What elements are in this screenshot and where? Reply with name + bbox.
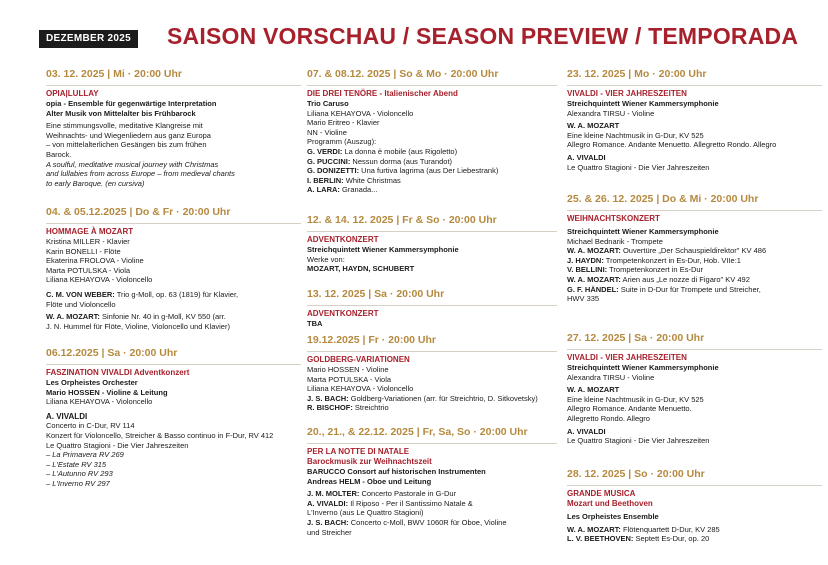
- event-card: [307, 68, 557, 195]
- event-card: [46, 347, 301, 489]
- event-date: 28. 12. 2025 | So · 20:00 Uhr: [567, 468, 705, 480]
- ensemble-line: Andreas HELM - Oboe und Leitung: [307, 476, 432, 486]
- performer-line: Alexandra TIRSU - Violine: [567, 108, 655, 118]
- event-date: 20., 21., & 22.12. 2025 | Fr, Sa, So · 20:00 Uhr: [307, 426, 528, 438]
- divider: [46, 364, 301, 365]
- work-line: W. A. MOZART: Sinfonie Nr. 40 in g-Moll, KV 550 (arr.: [46, 312, 226, 322]
- work-line: A. LARA: Granada...: [307, 185, 378, 195]
- description-line: to early Baroque. (en cursiva): [46, 178, 145, 188]
- event-card: [307, 426, 557, 537]
- divider: [307, 85, 557, 86]
- event-card: [567, 468, 822, 544]
- event-title: VIVALDI - VIER JAHRESZEITEN: [567, 353, 687, 362]
- work-line: G. PUCCINI: Nessun dorma (aus Turandot): [307, 156, 453, 166]
- work-line: Le Quattro Stagioni - Die Vier Jahreszeiten: [567, 162, 710, 172]
- work-line: Flöte und Violoncello: [46, 299, 116, 309]
- work-line: Le Quattro Stagioni - Die Vier Jahreszeiten: [46, 440, 189, 450]
- description-line: A soulful, meditative musical journey with Christmas: [46, 159, 219, 169]
- ensemble-line: Les Orpheistes Ensemble: [567, 512, 659, 521]
- description-line: Weihnachts- und Wiegenliedern aus ganz Europa: [46, 130, 211, 140]
- composer-name: W. A. MOZART: [567, 385, 620, 395]
- divider: [567, 349, 822, 350]
- performer-line: Liliana KEHAYOVA - Violoncello: [46, 397, 153, 407]
- work-line: – L'Autunno RV 293: [46, 469, 113, 479]
- performer-line: NN - Violine: [307, 127, 347, 137]
- ensemble-line: Streichquintett Wiener Kammersymphonie: [567, 363, 719, 372]
- event-title: OPIA|LULLAY: [46, 89, 99, 98]
- work-line: W. A. MOZART: Flötenquartett D-Dur, KV 285: [567, 524, 720, 534]
- divider: [567, 485, 822, 486]
- event-date: 23. 12. 2025 | Mo · 20:00 Uhr: [567, 68, 707, 80]
- ensemble-line: opia - Ensemble für gegenwärtige Interpretation: [46, 99, 217, 108]
- work-line: – L'Estate RV 315: [46, 459, 107, 469]
- composer-name: A. VIVALDI: [567, 152, 606, 162]
- event-card: [567, 193, 822, 304]
- ensemble-line: Streichquintett Wiener Kammersymphonie: [567, 227, 719, 236]
- performer-line: Alexandra TIRSU - Violine: [567, 372, 655, 382]
- event-card: [307, 288, 557, 329]
- work-line: Le Quattro Stagioni - Die Vier Jahreszeiten: [567, 436, 710, 446]
- performer-line: Liliana KEHAYOVA - Violoncello: [46, 275, 153, 285]
- event-date: 25. & 26. 12. 2025 | Do & Mi · 20:00 Uhr: [567, 193, 759, 205]
- work-line: W. A. MOZART: Arien aus „Le nozze di Figaro" KV 492: [567, 274, 750, 284]
- month-badge: DEZEMBER 2025: [39, 30, 138, 48]
- divider: [567, 85, 822, 86]
- description-line: Eine stimmungsvolle, meditative Klangreise mit: [46, 121, 203, 131]
- divider: [307, 231, 557, 232]
- work-line: R. BISCHOF: Streichtrio: [307, 403, 389, 413]
- event-card: [46, 206, 301, 331]
- event-date: 27. 12. 2025 | Sa · 20:00 Uhr: [567, 332, 705, 344]
- work-line: – L'Inverno RV 297: [46, 478, 110, 488]
- work-line: J. M. MOLTER: Concerto Pastorale in G-Dur: [307, 489, 457, 499]
- work-line: und Streicher: [307, 527, 352, 537]
- event-title: ADVENTKONZERT: [307, 309, 379, 318]
- work-line: L. V. BEETHOVEN: Septett Es-Dur, op. 20: [567, 534, 710, 544]
- event-title: PER LA NOTTE DI NATALE: [307, 447, 410, 456]
- composer-name: W. A. MOZART: [567, 121, 620, 131]
- work-line: G. DONIZETTI: Una furtiva lagrima (aus Der Liebestrank): [307, 166, 499, 176]
- performer-line: Mario HOSSEN - Violine: [307, 365, 389, 374]
- event-subtitle: Barockmusik zur Weihnachtszeit: [307, 457, 432, 466]
- event-title: FASZINATION VIVALDI Adventkonzert: [46, 368, 190, 377]
- work-line: Eine kleine Nachtmusik in G-Dur, KV 525: [567, 394, 704, 404]
- event-date: 06.12.2025 | Sa · 20:00 Uhr: [46, 347, 178, 359]
- work-line: Allegretto Rondo. Allegro: [567, 413, 650, 423]
- description-line: – von mittelalterlichen Gesängen bis zum frühen: [46, 140, 207, 150]
- event-title: GRANDE MUSICA: [567, 489, 636, 498]
- performer-line: Marta POTULSKA - Viola: [46, 265, 131, 275]
- event-date: 03. 12. 2025 | Mi · 20:00 Uhr: [46, 68, 183, 80]
- composers-line: MOZART, HAYDN, SCHUBERT: [307, 264, 415, 274]
- event-subtitle: Mozart und Beethoven: [567, 499, 653, 508]
- work-line: W. A. MOZART: Ouvertüre „Der Schauspieldirektor" KV 486: [567, 246, 767, 256]
- performer-line: Michael Bednarik - Trompete: [567, 236, 663, 246]
- event-date: 04. & 05.12.2025 | Do & Fr · 20:00 Uhr: [46, 206, 231, 218]
- event-card: [567, 332, 822, 446]
- event-card: [567, 68, 822, 172]
- description-line: Werke von:: [307, 254, 345, 264]
- divider: [46, 223, 301, 224]
- event-title: GOLDBERG-VARIATIONEN: [307, 355, 410, 364]
- performer-line: Kristina MILLER - Klavier: [46, 237, 130, 246]
- work-line: G. F. HÄNDEL: Suite in D-Dur für Trompete und Streicher,: [567, 284, 761, 294]
- ensemble-line: Alter Musik von Mittelalter bis Frühbarock: [46, 108, 196, 118]
- event-title: WEIHNACHTSKONZERT: [567, 214, 660, 223]
- work-line: Konzert für Violoncello, Streicher & Basso continuo in F-Dur, RV 412: [46, 430, 274, 440]
- performer-line: Mario Eritreo - Klavier: [307, 118, 380, 128]
- event-title: ADVENTKONZERT: [307, 235, 379, 244]
- divider: [307, 305, 557, 306]
- work-line: HWV 335: [567, 294, 600, 304]
- performer-line: Liliana KEHAYOVA - Violoncello: [307, 108, 414, 118]
- event-date: 07. & 08.12. 2025 | So & Mo · 20:00 Uhr: [307, 68, 499, 80]
- page-title: SAISON VORSCHAU / SEASON PREVIEW / TEMPORADA: [167, 23, 799, 49]
- work-line: A. VIVALDI: Il Riposo - Per il Santissimo Natale &: [307, 498, 473, 508]
- performer-line: Programm (Auszug):: [307, 137, 377, 147]
- work-line: Allegro Romance. Andante Menuetto.: [567, 404, 692, 414]
- event-date: 19.12.2025 | Fr · 20:00 Uhr: [307, 334, 437, 346]
- event-card: [46, 68, 301, 188]
- description-line: Barock.: [46, 149, 72, 159]
- work-line: V. BELLINI: Trompetenkonzert in Es-Dur: [567, 265, 704, 275]
- work-line: Allegro Romance. Andante Menuetto. Allegretto Rondo. Allegro: [567, 140, 777, 150]
- divider: [307, 443, 557, 444]
- ensemble-line: Mario HOSSEN - Violine & Leitung: [46, 387, 168, 397]
- divider: [46, 85, 301, 86]
- ensemble-line: BARUCCO Consort auf historischen Instrumenten: [307, 467, 486, 476]
- divider: [307, 351, 557, 352]
- work-line: – La Primavera RV 269: [46, 450, 124, 460]
- performer-line: Karin BONELLI - Flöte: [46, 246, 121, 256]
- work-line: J. S. BACH: Goldberg-Variationen (arr. für Streichtrio, D. Sitkovetsky): [307, 393, 538, 403]
- work-line: Concerto in C-Dur, RV 114: [46, 421, 135, 431]
- ensemble-line: Trio Caruso: [307, 99, 349, 108]
- work-line: L'Inverno (aus Le Quattro Stagioni): [307, 508, 424, 518]
- divider: [567, 210, 822, 211]
- event-title: DIE DREI TENÖRE - Italienischer Abend: [307, 89, 458, 98]
- work-line: J. HAYDN: Trompetenkonzert in Es-Dur, Hob. VIIe:1: [567, 255, 741, 265]
- work-line: G. VERDI: La donna è mobile (aus Rigoletto): [307, 146, 458, 156]
- work-line: C. M. VON WEBER: Trio g-Moll, op. 63 (1819) für Klavier,: [46, 289, 239, 299]
- work-line: Eine kleine Nachtmusik in G-Dur, KV 525: [567, 130, 704, 140]
- composer-name: A. VIVALDI: [567, 426, 606, 436]
- description-line: and lullabies from across Europe – from medieval chants: [46, 169, 235, 179]
- composer-name: A. VIVALDI: [46, 411, 88, 421]
- ensemble-line: Streichquintett Wiener Kammersymphonie: [567, 99, 719, 108]
- event-date: 12. & 14. 12. 2025 | Fr & So · 20:00 Uhr: [307, 214, 497, 226]
- ensemble-line: Streichquintett Wiener Kammersymphonie: [307, 245, 459, 254]
- performer-line: Marta POTULSKA - Viola: [307, 374, 392, 384]
- ensemble-line: TBA: [307, 319, 323, 328]
- work-line: J. S. BACH: Concerto c-Moll, BWV 1060R für Oboe, Violine: [307, 517, 507, 527]
- event-card: [307, 334, 557, 413]
- work-line: J. N. Hummel für Flöte, Violine, Violoncello und Klavier): [46, 321, 230, 331]
- event-title: HOMMAGE À MOZART: [46, 227, 134, 236]
- event-date: 13. 12. 2025 | Sa · 20:00 Uhr: [307, 288, 445, 300]
- performer-line: Liliana KEHAYOVA - Violoncello: [307, 384, 414, 394]
- ensemble-line: Les Orpheistes Orchester: [46, 378, 138, 387]
- event-title: VIVALDI - VIER JAHRESZEITEN: [567, 89, 687, 98]
- work-line: I. BERLIN: White Christmas: [307, 175, 401, 185]
- event-card: [307, 214, 557, 274]
- performer-line: Ekaterina FROLOVA - Violine: [46, 256, 144, 266]
